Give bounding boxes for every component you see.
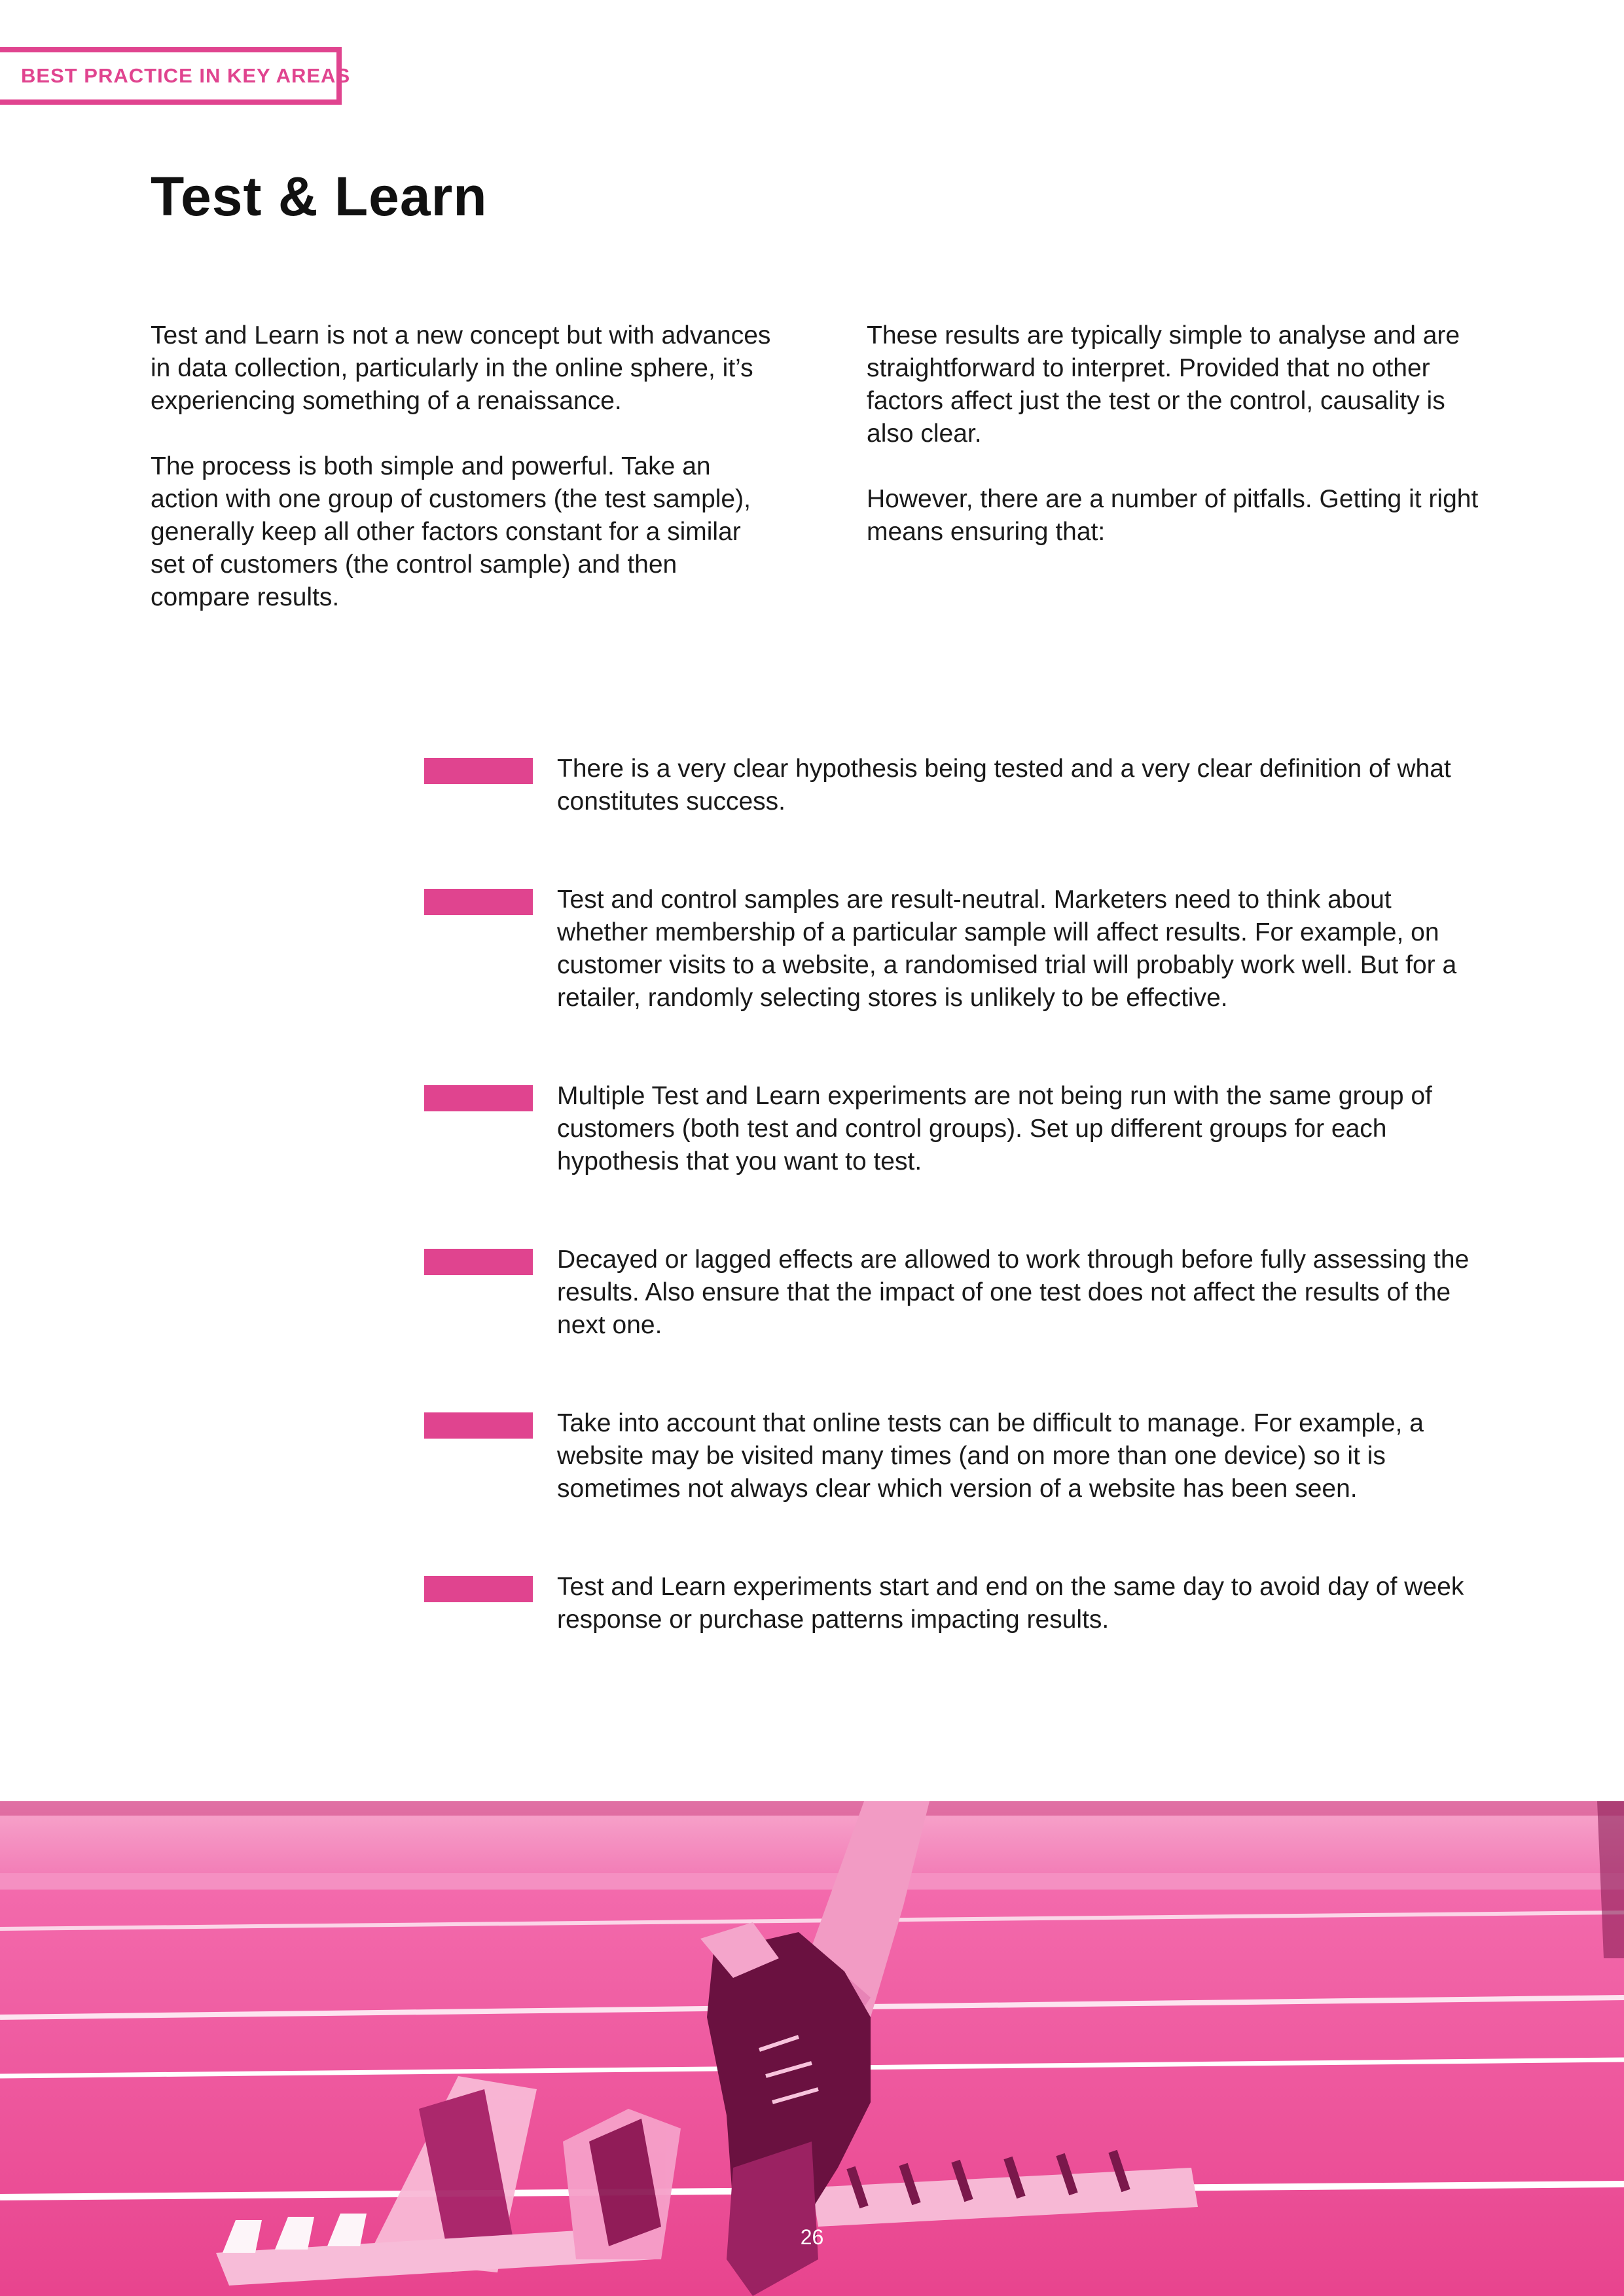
list-item — [424, 884, 1471, 1014]
list-item-text: Take into account that online tests can be difficult to manage. For example, a website may be visited many times (and on more than one device) so it is sometimes not always clear which version of a website has been seen. — [557, 1409, 1424, 1503]
intro-paragraph: Test and Learn is not a new concept but with advances in data collection, particularly in the online sphere, it’s experiencing something of a renaissance. — [151, 321, 771, 415]
list-item — [424, 753, 1471, 818]
page-title: Test & Learn — [151, 166, 488, 227]
page-number: 26 — [800, 2225, 824, 2249]
bullet-marker-icon — [424, 1085, 533, 1111]
list-item-text: Test and control samples are result-neutral. Marketers need to think about whether membership of a particular sample will affect results. For example, on customer visits to a website, a randomised trial will probably work well. But for a retailer, randomly selecting stores is unlikely to be effective. — [557, 886, 1457, 1012]
list-item-text: Multiple Test and Learn experiments are not being run with the same group of customers (both test and control groups). Set up different groups for each hypothesis that you want to test. — [557, 1082, 1432, 1175]
intro-paragraph: However, there are a number of pitfalls. Getting it right means ensuring that: — [867, 485, 1479, 546]
hero-photo-runner-starting-blocks — [0, 1801, 1624, 2296]
hero-illustration — [0, 1801, 1624, 2296]
list-item-text: Decayed or lagged effects are allowed to work through before fully assessing the results. Also ensure that the impact of one test does not affect the results of the next one. — [557, 1246, 1470, 1339]
section-tag: BEST PRACTICE IN KEY AREAS — [0, 47, 342, 105]
list-item-text: Test and Learn experiments start and end on the same day to avoid day of week response or purchase patterns impacting results. — [557, 1573, 1464, 1634]
bullet-marker-icon — [424, 1412, 533, 1439]
bullet-marker-icon — [424, 1576, 533, 1602]
list-item — [424, 1407, 1471, 1505]
list-item — [424, 1571, 1471, 1636]
intro-left-column — [151, 319, 779, 647]
list-item — [424, 1244, 1471, 1342]
intro-right-column — [867, 319, 1495, 581]
bullet-marker-icon — [424, 1249, 533, 1275]
list-item-text: There is a very clear hypothesis being tested and a very clear definition of what constitutes success. — [557, 755, 1451, 816]
intro-paragraph: The process is both simple and powerful. Take an action with one group of customers (the test sample), generally keep all other factors constant for a similar set of customers (the control sample) and then compare results. — [151, 452, 751, 611]
bullet-marker-icon — [424, 889, 533, 915]
intro-paragraph: These results are typically simple to analyse and are straightforward to interpret. Provided that no other factors affect just the test or the control, causality is also clear. — [867, 321, 1460, 448]
list-item — [424, 1080, 1471, 1178]
bullet-marker-icon — [424, 758, 533, 784]
pitfall-list — [424, 753, 1471, 1636]
